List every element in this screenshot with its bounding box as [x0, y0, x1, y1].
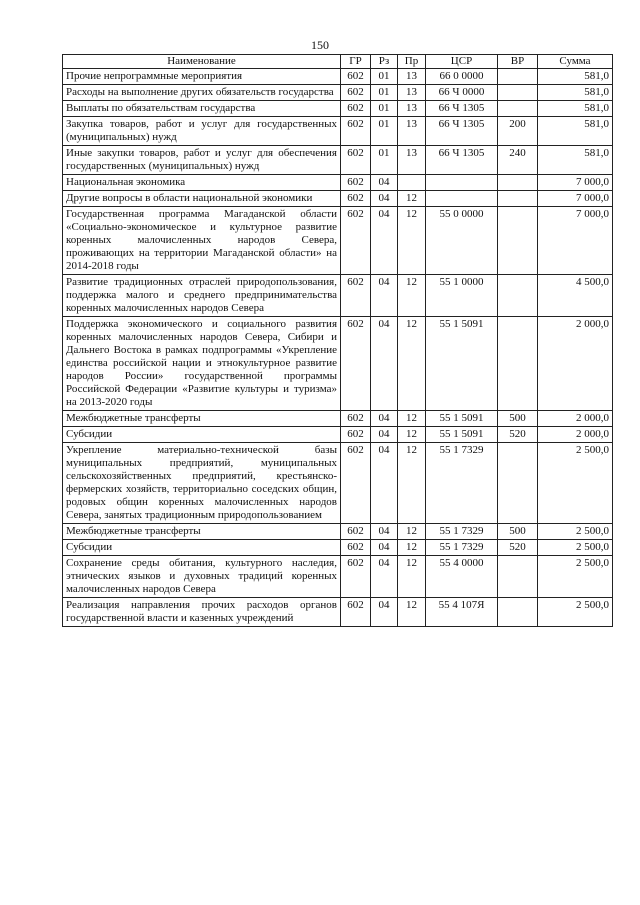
table-row [63, 556, 613, 598]
cell-sum: 2 000,0 [538, 317, 613, 411]
cell-pr: 13 [398, 101, 426, 117]
cell-rz: 04 [371, 317, 398, 411]
cell-csr: 55 1 7329 [426, 524, 498, 540]
table-row [63, 207, 613, 275]
cell-rz: 04 [371, 175, 398, 191]
cell-gr: 602 [341, 540, 371, 556]
cell-vr: 520 [498, 427, 538, 443]
cell-csr: 55 1 5091 [426, 427, 498, 443]
cell-vr: 200 [498, 117, 538, 146]
cell-gr: 602 [341, 556, 371, 598]
cell-name: Расходы на выполнение других обязательств государства [63, 85, 341, 101]
cell-name: Субсидии [63, 427, 341, 443]
cell-sum: 7 000,0 [538, 175, 613, 191]
cell-name: Национальная экономика [63, 175, 341, 191]
cell-pr: 13 [398, 117, 426, 146]
cell-name: Межбюджетные трансферты [63, 411, 341, 427]
cell-rz: 04 [371, 191, 398, 207]
cell-vr [498, 317, 538, 411]
cell-vr [498, 598, 538, 627]
cell-pr: 12 [398, 275, 426, 317]
table-row [63, 101, 613, 117]
cell-sum: 2 000,0 [538, 411, 613, 427]
cell-vr [498, 207, 538, 275]
cell-rz: 04 [371, 411, 398, 427]
cell-csr: 55 1 7329 [426, 443, 498, 524]
cell-sum: 2 500,0 [538, 556, 613, 598]
cell-csr: 55 4 107Я [426, 598, 498, 627]
cell-pr: 13 [398, 85, 426, 101]
table-row [63, 598, 613, 627]
header-csr: ЦСР [426, 55, 498, 69]
cell-gr: 602 [341, 598, 371, 627]
cell-sum: 581,0 [538, 117, 613, 146]
cell-pr: 12 [398, 524, 426, 540]
cell-vr [498, 175, 538, 191]
cell-name: Реализация направления прочих расходов органов государственной власти и казенных учреждений [63, 598, 341, 627]
cell-gr: 602 [341, 69, 371, 85]
cell-csr: 66 Ч 1305 [426, 146, 498, 175]
table-row [63, 427, 613, 443]
cell-csr: 55 4 0000 [426, 556, 498, 598]
cell-rz: 01 [371, 101, 398, 117]
header-rz: Рз [371, 55, 398, 69]
cell-gr: 602 [341, 175, 371, 191]
header-name: Наименование [63, 55, 341, 69]
cell-sum: 581,0 [538, 85, 613, 101]
cell-rz: 04 [371, 524, 398, 540]
cell-rz: 01 [371, 69, 398, 85]
header-sum: Сумма [538, 55, 613, 69]
cell-gr: 602 [341, 117, 371, 146]
cell-sum: 7 000,0 [538, 207, 613, 275]
table-row [63, 146, 613, 175]
table-body [63, 69, 613, 627]
cell-sum: 2 000,0 [538, 427, 613, 443]
table-row [63, 524, 613, 540]
cell-name: Закупка товаров, работ и услуг для государственных (муниципальных) нужд [63, 117, 341, 146]
cell-csr: 55 0 0000 [426, 207, 498, 275]
cell-name: Поддержка экономического и социального развития коренных малочисленных народов Севера, Сибири и Дальнего Востока в рамках подпрограммы «Укрепление единства российской нации и этнокультурное развитие народов России» государственной программы Российской Федерации «Развитие культуры и туризма» на 2013-2020 годы [63, 317, 341, 411]
cell-csr: 66 0 0000 [426, 69, 498, 85]
cell-name: Укрепление материально-технической базы муниципальных предприятий, муниципальных сельскохозяйственных предприятий, крестьянско-фермерских хозяйств, территориально соседских общин, родовых общин коренных малочисленных народов Севера, занятых традиционным природопользованием [63, 443, 341, 524]
cell-gr: 602 [341, 411, 371, 427]
cell-rz: 04 [371, 207, 398, 275]
cell-gr: 602 [341, 317, 371, 411]
cell-pr: 12 [398, 556, 426, 598]
cell-rz: 04 [371, 427, 398, 443]
cell-name: Другие вопросы в области национальной экономики [63, 191, 341, 207]
table-row [63, 411, 613, 427]
cell-pr: 12 [398, 443, 426, 524]
table-row [63, 191, 613, 207]
header-vr: ВР [498, 55, 538, 69]
cell-gr: 602 [341, 146, 371, 175]
cell-pr: 12 [398, 411, 426, 427]
page-number: 150 [311, 38, 329, 52]
cell-sum: 7 000,0 [538, 191, 613, 207]
cell-csr: 66 Ч 1305 [426, 101, 498, 117]
cell-csr: 55 1 5091 [426, 317, 498, 411]
cell-pr: 13 [398, 69, 426, 85]
cell-csr [426, 175, 498, 191]
cell-name: Прочие непрограммные мероприятия [63, 69, 341, 85]
cell-gr: 602 [341, 101, 371, 117]
table-row [63, 540, 613, 556]
cell-sum: 581,0 [538, 101, 613, 117]
cell-gr: 602 [341, 191, 371, 207]
cell-name: Государственная программа Магаданской области «Социально-экономическое и культурное развитие коренных малочисленных народов Севера, проживающих на территории Магаданской области» на 2014-2018 годы [63, 207, 341, 275]
cell-pr: 12 [398, 598, 426, 627]
cell-csr [426, 191, 498, 207]
cell-csr: 55 1 7329 [426, 540, 498, 556]
cell-vr [498, 85, 538, 101]
cell-gr: 602 [341, 275, 371, 317]
cell-rz: 01 [371, 146, 398, 175]
cell-name: Выплаты по обязательствам государства [63, 101, 341, 117]
cell-vr [498, 443, 538, 524]
cell-rz: 04 [371, 540, 398, 556]
table-row [63, 117, 613, 146]
table-row [63, 443, 613, 524]
cell-name: Сохранение среды обитания, культурного наследия, этнических языков и духовных традиций коренных малочисленных народов Севера [63, 556, 341, 598]
cell-sum: 4 500,0 [538, 275, 613, 317]
cell-csr: 55 1 5091 [426, 411, 498, 427]
table-row [63, 175, 613, 191]
table-row [63, 317, 613, 411]
cell-rz: 01 [371, 85, 398, 101]
table-header-row [63, 55, 613, 69]
cell-sum: 2 500,0 [538, 598, 613, 627]
cell-sum: 2 500,0 [538, 443, 613, 524]
cell-vr [498, 101, 538, 117]
cell-sum: 581,0 [538, 69, 613, 85]
cell-name: Развитие традиционных отраслей природопользования, поддержка малого и среднего предпринимательства коренных малочисленных народов Севера [63, 275, 341, 317]
cell-pr: 12 [398, 427, 426, 443]
cell-gr: 602 [341, 427, 371, 443]
budget-table [62, 54, 613, 627]
cell-vr [498, 69, 538, 85]
cell-gr: 602 [341, 207, 371, 275]
table-row [63, 69, 613, 85]
table-row [63, 275, 613, 317]
cell-pr: 12 [398, 191, 426, 207]
cell-pr: 12 [398, 540, 426, 556]
cell-sum: 2 500,0 [538, 540, 613, 556]
cell-rz: 04 [371, 443, 398, 524]
table-row [63, 85, 613, 101]
cell-vr: 500 [498, 524, 538, 540]
cell-rz: 04 [371, 598, 398, 627]
cell-csr: 55 1 0000 [426, 275, 498, 317]
cell-vr [498, 275, 538, 317]
cell-name: Субсидии [63, 540, 341, 556]
cell-gr: 602 [341, 85, 371, 101]
cell-vr: 500 [498, 411, 538, 427]
cell-pr [398, 175, 426, 191]
cell-pr: 12 [398, 207, 426, 275]
cell-gr: 602 [341, 524, 371, 540]
cell-vr: 240 [498, 146, 538, 175]
cell-rz: 01 [371, 117, 398, 146]
cell-rz: 04 [371, 556, 398, 598]
cell-vr [498, 191, 538, 207]
header-pr: Пр [398, 55, 426, 69]
cell-csr: 66 Ч 1305 [426, 117, 498, 146]
cell-pr: 13 [398, 146, 426, 175]
cell-pr: 12 [398, 317, 426, 411]
cell-sum: 581,0 [538, 146, 613, 175]
cell-vr [498, 556, 538, 598]
cell-rz: 04 [371, 275, 398, 317]
header-gr: ГР [341, 55, 371, 69]
cell-gr: 602 [341, 443, 371, 524]
cell-vr: 520 [498, 540, 538, 556]
cell-name: Межбюджетные трансферты [63, 524, 341, 540]
cell-sum: 2 500,0 [538, 524, 613, 540]
cell-csr: 66 Ч 0000 [426, 85, 498, 101]
cell-name: Иные закупки товаров, работ и услуг для обеспечения государственных (муниципальных) нужд [63, 146, 341, 175]
